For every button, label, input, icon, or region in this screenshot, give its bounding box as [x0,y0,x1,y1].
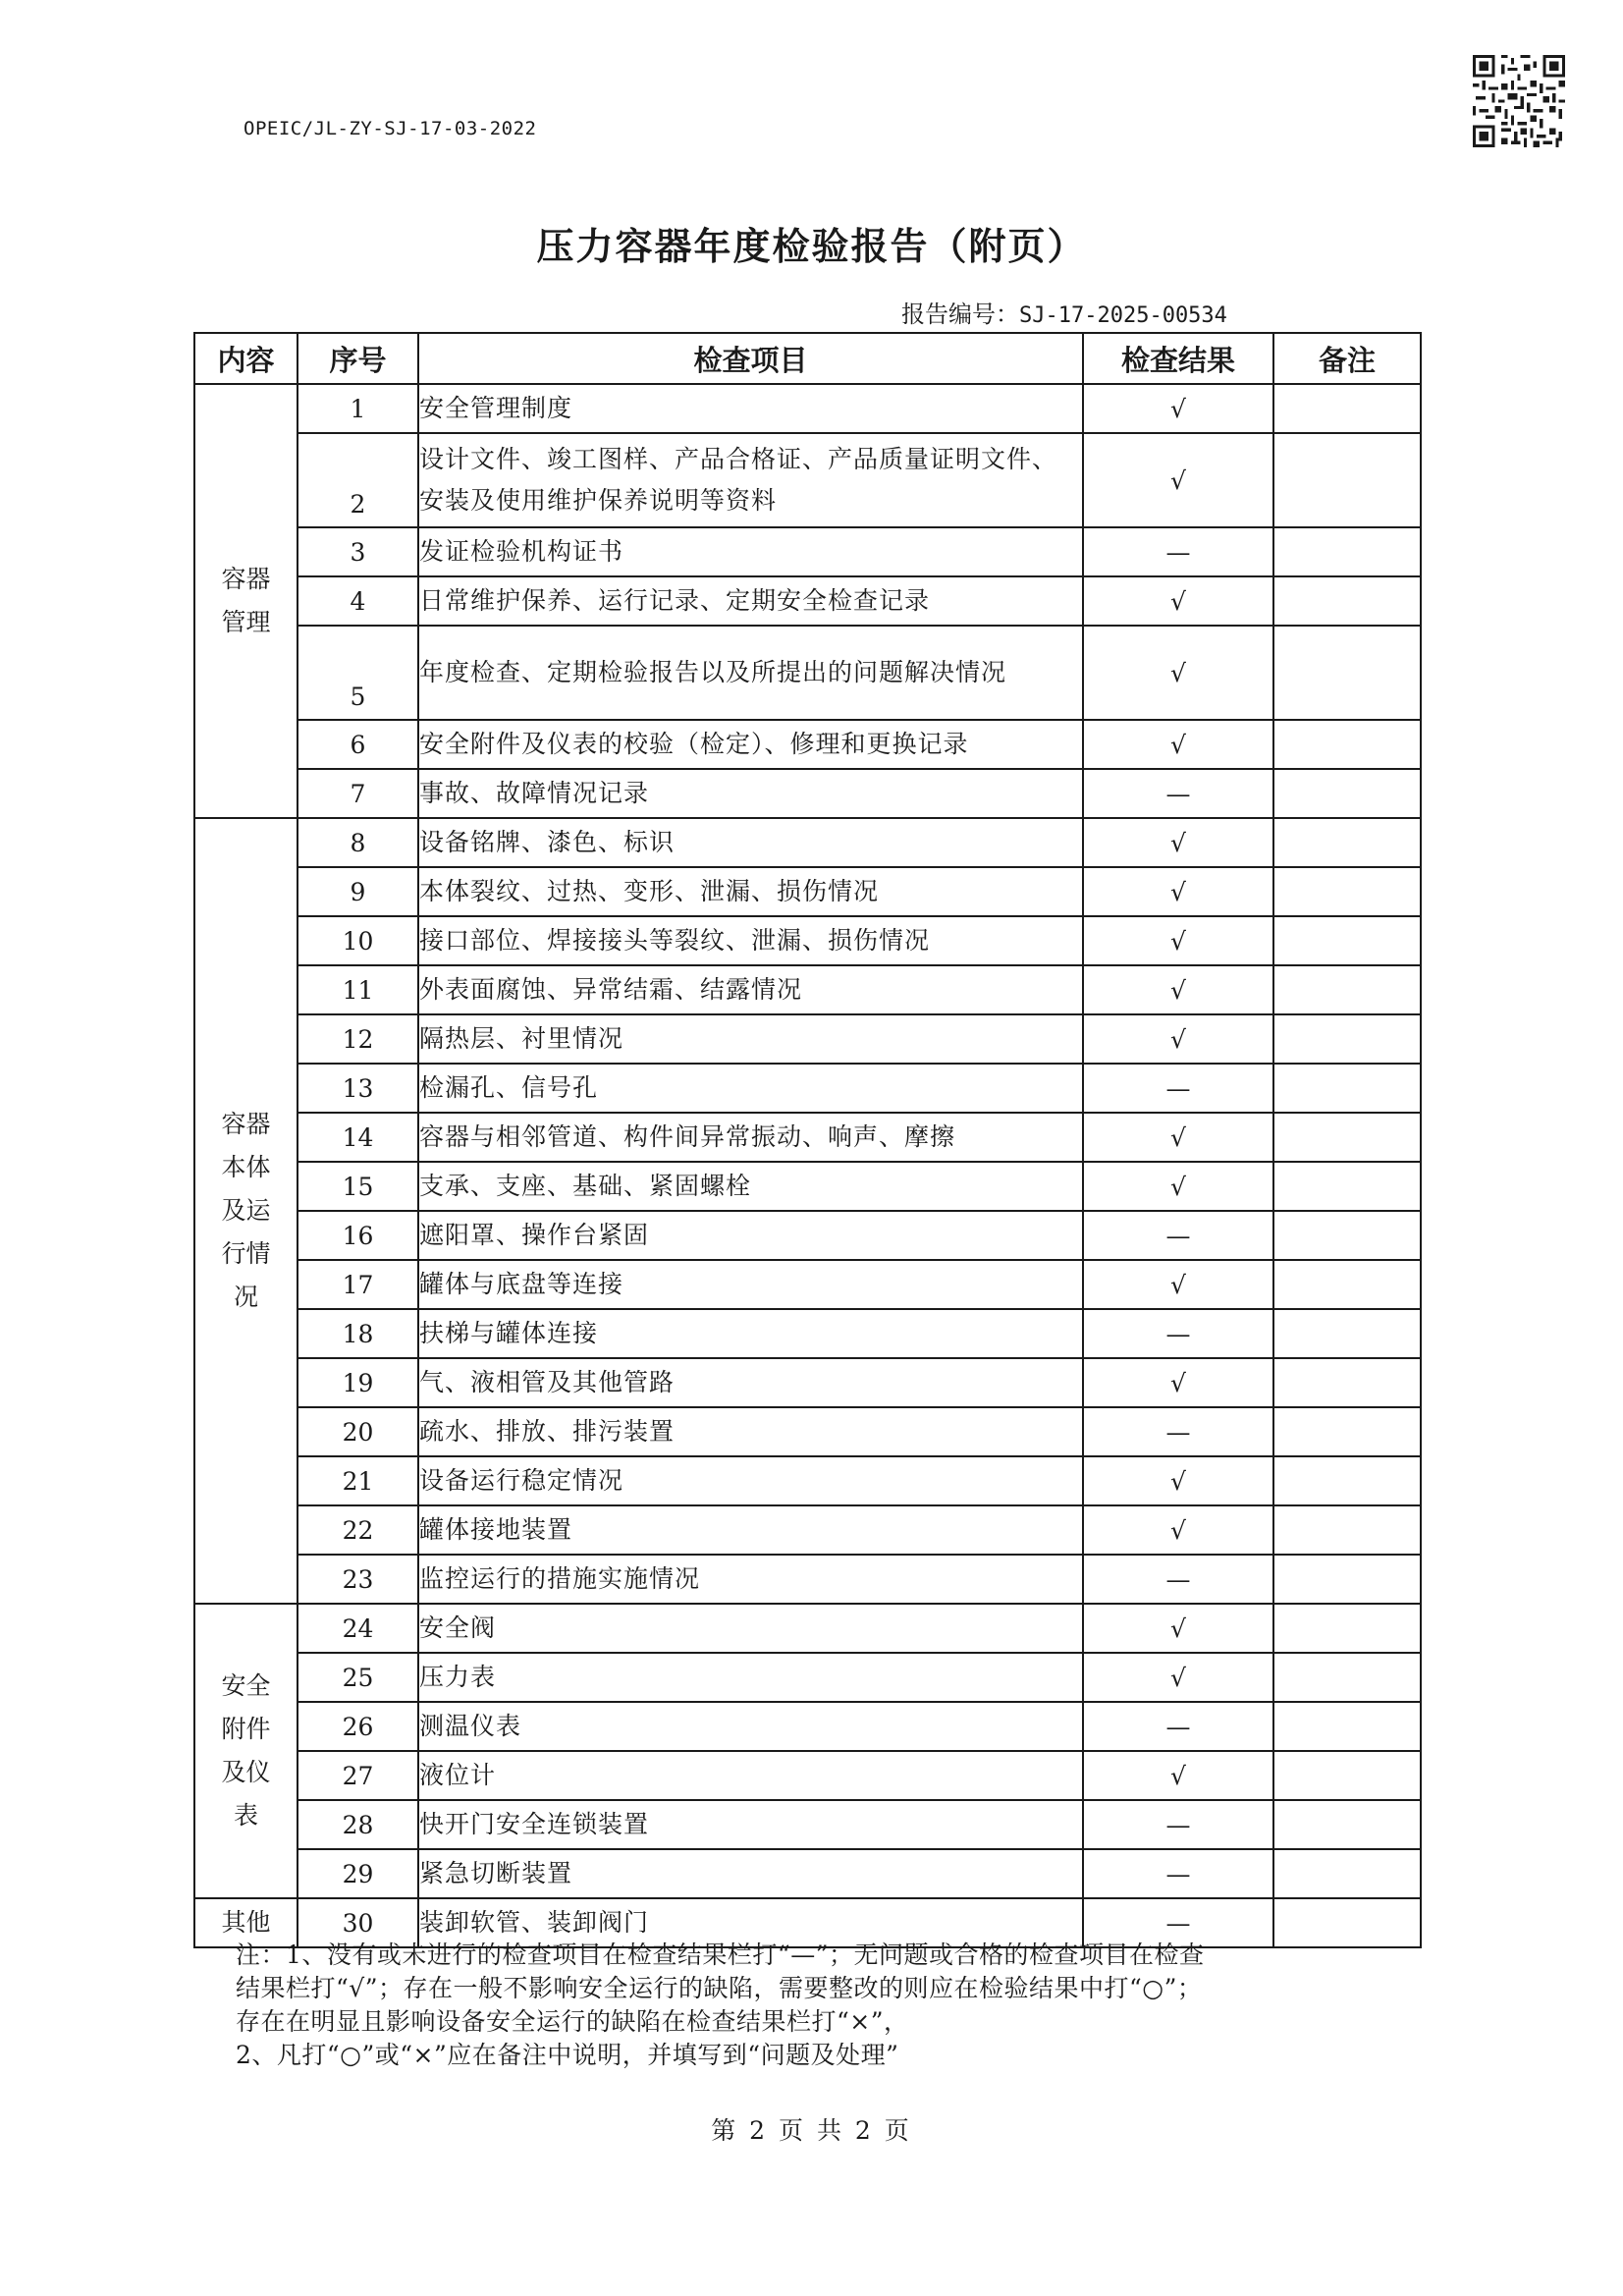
inspection-item: 日常维护保养、运行记录、定期安全检查记录 [418,576,1083,626]
table-row [194,1358,1421,1407]
inspection-item: 气、液相管及其他管路 [418,1358,1083,1407]
table-row [194,916,1421,965]
inspection-result: √ [1083,1113,1273,1162]
inspection-item: 事故、故障情况记录 [418,769,1083,818]
remark-cell [1273,1162,1421,1211]
table-row [194,1800,1421,1849]
category-cell [194,384,298,818]
remark-cell [1273,384,1421,433]
inspection-result: √ [1083,1604,1273,1653]
inspection-result: √ [1083,1505,1273,1555]
category-cell [194,1604,298,1898]
remark-cell [1273,576,1421,626]
remark-cell [1273,720,1421,769]
inspection-result: — [1083,1800,1273,1849]
inspection-result: √ [1083,576,1273,626]
row-number: 1 [298,384,418,433]
inspection-item: 紧急切断装置 [418,1849,1083,1898]
column-header-remark: 备注 [1273,333,1421,384]
table-row [194,1702,1421,1751]
note-line: 结果栏打“√”；存在一般不影响安全运行的缺陷，需要整改的则应在检验结果中打“○”； [236,1974,1203,2002]
inspection-item: 支承、支座、基础、紧固螺栓 [418,1162,1083,1211]
category-label: 其他 [221,1908,271,1937]
inspection-item: 罐体接地装置 [418,1505,1083,1555]
category-label: 安全附件及仪表 [221,1671,271,1830]
remark-cell [1273,1653,1421,1702]
row-number: 28 [298,1800,418,1849]
note-line: 注：1、没有或未进行的检查项目在检查结果栏打“—”；无问题或合格的检查项目在检查 [236,1941,1205,1969]
inspection-item: 容器与相邻管道、构件间异常振动、响声、摩擦 [418,1113,1083,1162]
inspection-result: — [1083,1849,1273,1898]
remark-cell [1273,1456,1421,1505]
table-row [194,720,1421,769]
row-number: 23 [298,1555,418,1604]
remark-cell [1273,867,1421,916]
row-number: 10 [298,916,418,965]
table-row [194,1211,1421,1260]
inspection-result: √ [1083,1653,1273,1702]
category-label: 容器本体及运行情况 [221,1110,271,1311]
inspection-item: 设备运行稳定情况 [418,1456,1083,1505]
remark-cell [1273,1260,1421,1309]
inspection-item: 快开门安全连锁装置 [418,1800,1083,1849]
inspection-item: 检漏孔、信号孔 [418,1064,1083,1113]
inspection-result: √ [1083,626,1273,720]
inspection-item: 罐体与底盘等连接 [418,1260,1083,1309]
note-line: 存在在明显且影响设备安全运行的缺陷在检查结果栏打“×”， [236,2007,909,2036]
inspection-result: √ [1083,1162,1273,1211]
inspection-result: — [1083,1898,1273,1947]
remark-cell [1273,626,1421,720]
row-number: 8 [298,818,418,867]
row-number: 19 [298,1358,418,1407]
inspection-item: 年度检查、定期检验报告以及所提出的问题解决情况 [418,626,1083,720]
column-header-item: 检查项目 [418,333,1083,384]
inspection-item: 本体裂纹、过热、变形、泄漏、损伤情况 [418,867,1083,916]
table-row [194,1456,1421,1505]
inspection-result: √ [1083,1358,1273,1407]
row-number: 17 [298,1260,418,1309]
category-label: 容器管理 [221,565,271,636]
inspection-result: √ [1083,1014,1273,1064]
category-cell [194,818,298,1604]
row-number: 5 [298,626,418,720]
table-row [194,433,1421,527]
table-row [194,1014,1421,1064]
remark-cell [1273,1604,1421,1653]
inspection-item: 安全管理制度 [418,384,1083,433]
row-number: 9 [298,867,418,916]
row-number: 20 [298,1407,418,1456]
inspection-result: √ [1083,965,1273,1014]
remark-cell [1273,769,1421,818]
document-code: OPEIC/JL-ZY-SJ-17-03-2022 [243,118,537,139]
row-number: 11 [298,965,418,1014]
row-number: 16 [298,1211,418,1260]
inspection-result: √ [1083,916,1273,965]
page-number: 第 2 页 共 2 页 [711,2116,912,2145]
inspection-result: √ [1083,1751,1273,1800]
inspection-result: √ [1083,720,1273,769]
inspection-item: 装卸软管、装卸阀门 [418,1898,1083,1947]
row-number: 3 [298,527,418,576]
table-row [194,1849,1421,1898]
row-number: 24 [298,1604,418,1653]
table-row [194,576,1421,626]
remark-cell [1273,1505,1421,1555]
remark-cell [1273,433,1421,527]
row-number: 4 [298,576,418,626]
inspection-item: 发证检验机构证书 [418,527,1083,576]
note-line: 2、凡打“○”或“×”应在备注中说明，并填写到“问题及处理” [236,2041,899,2069]
table-row [194,1064,1421,1113]
inspection-result: — [1083,1407,1273,1456]
column-header-result: 检查结果 [1083,333,1273,384]
remark-cell [1273,1555,1421,1604]
inspection-item: 疏水、排放、排污装置 [418,1407,1083,1456]
remark-cell [1273,1113,1421,1162]
inspection-item: 压力表 [418,1653,1083,1702]
inspection-table [193,332,1422,1948]
remark-cell [1273,1358,1421,1407]
remark-cell [1273,1309,1421,1358]
table-row [194,867,1421,916]
inspection-item: 监控运行的措施实施情况 [418,1555,1083,1604]
row-number: 14 [298,1113,418,1162]
row-number: 25 [298,1653,418,1702]
remark-cell [1273,527,1421,576]
remark-cell [1273,1800,1421,1849]
table-row [194,1407,1421,1456]
table-row [194,1505,1421,1555]
remark-cell [1273,818,1421,867]
inspection-result: — [1083,1211,1273,1260]
inspection-result: √ [1083,1456,1273,1505]
inspection-item: 设备铭牌、漆色、标识 [418,818,1083,867]
row-number: 12 [298,1014,418,1064]
inspection-item: 隔热层、衬里情况 [418,1014,1083,1064]
inspection-table-body [194,384,1421,1947]
inspection-item: 设计文件、竣工图样、产品合格证、产品质量证明文件、安装及使用维护保养说明等资料 [418,433,1083,527]
remark-cell [1273,1211,1421,1260]
table-row [194,769,1421,818]
row-number: 22 [298,1505,418,1555]
table-row [194,1309,1421,1358]
column-header-category: 内容 [194,333,298,384]
table-row [194,818,1421,867]
table-row [194,1162,1421,1211]
inspection-item: 遮阳罩、操作台紧固 [418,1211,1083,1260]
row-number: 18 [298,1309,418,1358]
inspection-item: 安全阀 [418,1604,1083,1653]
remark-cell [1273,916,1421,965]
table-row [194,1260,1421,1309]
inspection-item: 安全附件及仪表的校验（检定）、修理和更换记录 [418,720,1083,769]
inspection-item: 外表面腐蚀、异常结霜、结露情况 [418,965,1083,1014]
remark-cell [1273,1849,1421,1898]
remark-cell [1273,1751,1421,1800]
row-number: 2 [298,433,418,527]
row-number: 27 [298,1751,418,1800]
inspection-result: √ [1083,1260,1273,1309]
qr-code-icon [1473,55,1565,147]
table-row [194,527,1421,576]
report-number [901,295,1227,329]
table-row [194,1653,1421,1702]
remark-cell [1273,965,1421,1014]
inspection-result: √ [1083,867,1273,916]
inspection-result: √ [1083,818,1273,867]
table-row [194,965,1421,1014]
remark-cell [1273,1064,1421,1113]
report-title: 压力容器年度检验报告（附页） [536,225,1087,268]
table-row [194,384,1421,433]
row-number: 13 [298,1064,418,1113]
column-header-number: 序号 [298,333,418,384]
inspection-result: — [1083,1309,1273,1358]
table-header-row [194,333,1421,384]
table-row [194,1113,1421,1162]
table-row [194,1604,1421,1653]
inspection-item: 接口部位、焊接接头等裂纹、泄漏、损伤情况 [418,916,1083,965]
inspection-result: — [1083,769,1273,818]
remark-cell [1273,1014,1421,1064]
report-number-value: SJ-17-2025-00534 [1019,303,1227,328]
inspection-item: 扶梯与罐体连接 [418,1309,1083,1358]
row-number: 29 [298,1849,418,1898]
remark-cell [1273,1702,1421,1751]
row-number: 30 [298,1898,418,1947]
inspection-result: √ [1083,433,1273,527]
inspection-result: — [1083,1064,1273,1113]
inspection-result: — [1083,1555,1273,1604]
remark-cell [1273,1407,1421,1456]
row-number: 15 [298,1162,418,1211]
inspection-item: 测温仪表 [418,1702,1083,1751]
row-number: 7 [298,769,418,818]
inspection-result: √ [1083,384,1273,433]
row-number: 6 [298,720,418,769]
notes [236,1939,1414,2072]
inspection-result: — [1083,527,1273,576]
report-number-label: 报告编号： [901,301,1019,328]
table-row [194,1555,1421,1604]
table-row [194,626,1421,720]
inspection-result: — [1083,1702,1273,1751]
table-row [194,1751,1421,1800]
row-number: 21 [298,1456,418,1505]
inspection-item: 液位计 [418,1751,1083,1800]
row-number: 26 [298,1702,418,1751]
